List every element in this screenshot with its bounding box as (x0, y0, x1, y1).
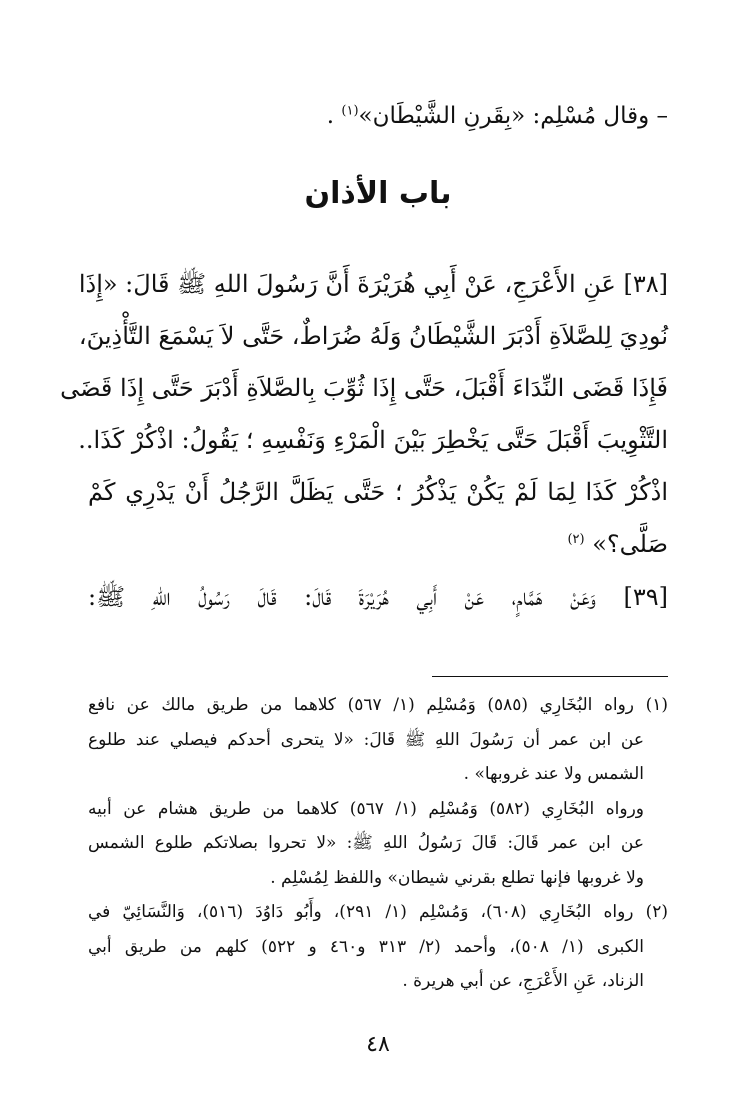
hadith-39-paragraph (88, 571, 668, 623)
hadith-38-line: فَإِذَا قَضَى النِّدَاءَ أَقْبَلَ، حَتَّى إِذَا ثُوِّبَ بِالصَّلاَةِ أَدْبَرَ حَتَّى إِذَا قَضَى (60, 374, 668, 402)
chapter-title: باب الأذان (304, 176, 452, 211)
intro-text: – وقال مُسْلِم: «بِقَرنِ الشَّيْطَان» (358, 103, 668, 129)
footnotes (88, 688, 668, 999)
footnote-line: عن ابن عمر قَالَ: قَالَ رَسُولُ اللهِ ﷺ: «لا تحروا بصلاتكم طلوع الشمس (88, 833, 644, 853)
hadith-38-footnote-ref: (٢) (567, 532, 585, 547)
footnote-separator (432, 676, 668, 677)
footnote-line: عن ابن عمر أن رَسُولَ اللهِ ﷺ قَالَ: «لا يتحرى أحدكم فيصلي عند طلوع (88, 729, 644, 750)
intro-line (88, 96, 668, 136)
hadith-38-line: نُودِيَ لِلصَّلاَةِ أَدْبَرَ الشَّيْطَانُ وَلَهُ ضُرَاطٌ، حَتَّى لاَ يَسْمَعَ التَّأْذِينَ، (78, 322, 668, 350)
footnote-line: ولا غروبها فإنها تطلع بقرني شيطان» واللفظ لِمُسْلِم . (270, 867, 644, 888)
footnote-line: الشمس ولا عند غروبها» . (463, 764, 644, 784)
footnote-line: (١) رواه البُخَارِي (٥٨٥) وَمُسْلِم (١/ ٥٦٧) كلاهما من طريق مالك عن نافع (88, 695, 669, 715)
footnote-line: الزناد، عَنِ الأَعْرَجِ، عن أبي هريرة . (402, 971, 644, 991)
hadith-38-line: التَّثْوِيبَ أَقْبَلَ حَتَّى يَخْطِرَ بَيْنَ الْمَرْءِ وَنَفْسِهِ ؛ يَقُولُ: اذْكُرْ كَذَا.. (78, 426, 668, 454)
hadith-38-line: صَلَّى؟» (592, 530, 668, 558)
hadith-38-last-line (88, 518, 668, 570)
footnote-line: الكبرى (١/ ٥٠٨)، وأحمد (٢/ ٣١٣ و٤٦٠ و ٥٢٢) كلهم من طريق أبي (88, 936, 644, 957)
hadith-39-line: [٣٩] وَعَنْ هَمَّامٍ، عَنْ أَبِي هُرَيْرَةَ قَالَ: قَالَ رَسُولُ اللهِ ﷺ: (88, 583, 668, 611)
footnote-line: (٢) رواه البُخَارِي (٦٠٨)، وَمُسْلِم (١/ ٢٩١)، وأَبُو دَاوُدَ (٥١٦)، وَالنَّسَائِيّ في (88, 902, 668, 922)
hadith-38-line: [٣٨] عَنِ الأَعْرَجِ، عَنْ أَبِي هُرَيْرَةَ أَنَّ رَسُولَ اللهِ ﷺ قَالَ: «إِذَا (78, 270, 668, 298)
intro-end: . (326, 103, 342, 129)
hadith-38-paragraph (60, 258, 668, 570)
footnote-line: ورواه البُخَارِي (٥٨٢) وَمُسْلِم (١/ ٥٦٧) كلاهما من طريق هشام عن أبيه (88, 798, 645, 819)
page-number: ٤٨ (366, 1032, 390, 1057)
intro-footnote-ref: (١) (341, 103, 359, 119)
hadith-38-line: اذْكُرْ كَذَا لِمَا لَمْ يَكُنْ يَذْكُرُ ؛ حَتَّى يَظَلَّ الرَّجُلُ أَنْ يَدْرِي كَمْ (88, 478, 668, 506)
